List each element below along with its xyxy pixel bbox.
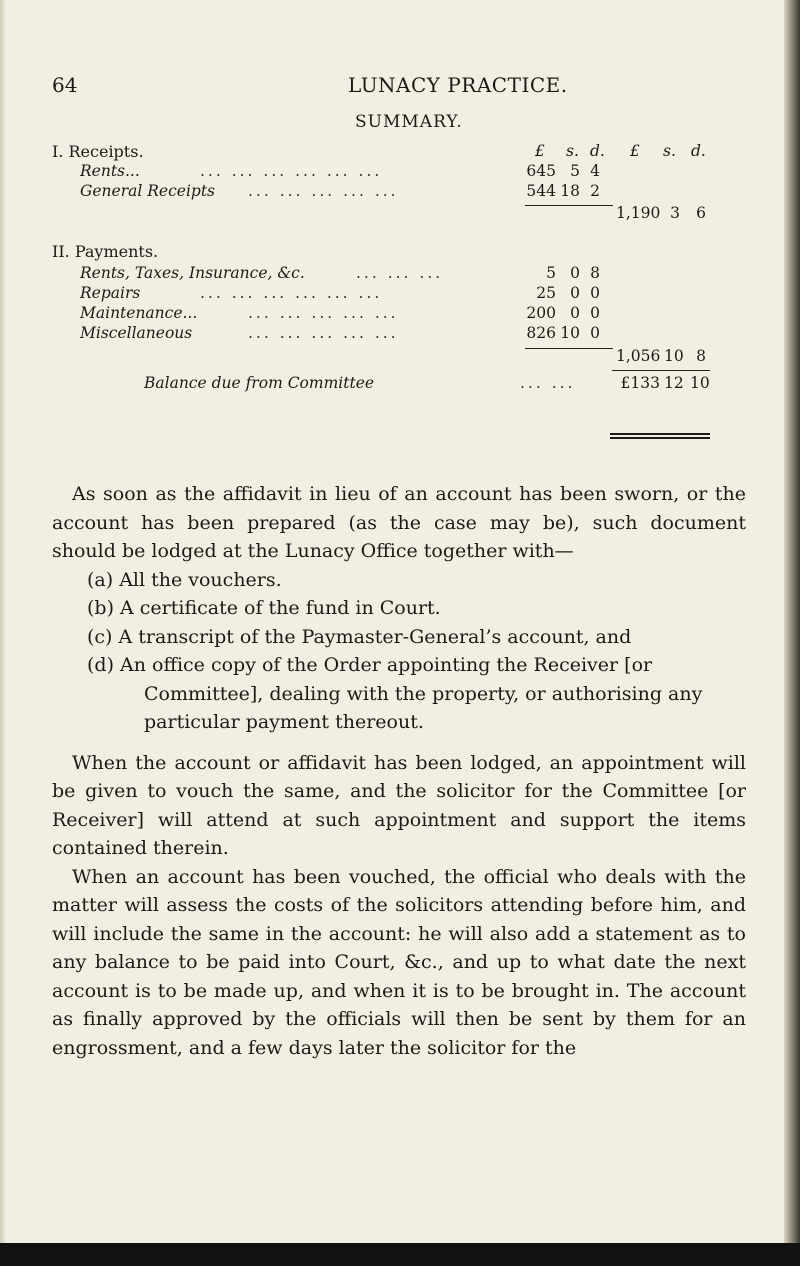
list-item: (b) A certificate of the fund in Court. xyxy=(87,597,441,619)
paragraph: When the account or affidavit has been lodged, an appointment will be given to vouch the same, and the solicitor for the Committee [or Receiver] will attend at such appointment and support the items contained therein. xyxy=(52,751,746,859)
balance-pounds: £133 xyxy=(620,374,660,392)
payments-heading: II. Payments. xyxy=(52,242,159,261)
amount-pence: 0 xyxy=(590,304,600,322)
col-header-pence: d. xyxy=(590,142,605,160)
double-rule xyxy=(610,437,710,439)
table-row xyxy=(0,324,800,346)
amount-shillings: 0 xyxy=(570,264,580,282)
receipts-heading: I. Receipts. xyxy=(52,142,144,161)
balance-row xyxy=(0,374,800,396)
leader-dots: ... ... ... ... ... xyxy=(248,324,399,342)
total-pence: 6 xyxy=(696,204,706,222)
double-rule xyxy=(610,433,710,435)
leader-dots: ... ... ... xyxy=(356,264,444,282)
leader-dots: ... ... ... ... ... xyxy=(248,304,399,322)
amount-pounds: 544 xyxy=(526,182,556,200)
leader-dots: ... ... ... ... ... ... xyxy=(200,162,383,180)
amount-shillings: 10 xyxy=(560,324,580,342)
page-number: 64 xyxy=(52,73,78,97)
running-title: LUNACY PRACTICE. xyxy=(348,73,568,97)
amount-pence: 0 xyxy=(590,324,600,342)
item-label: General Receipts xyxy=(80,182,216,200)
list-item: (c) A transcript of the Paymaster-General’s account, and xyxy=(87,625,632,648)
total-shillings: 10 xyxy=(664,347,684,365)
payments-total-row xyxy=(0,347,800,369)
list-item: (d) An office copy of the Order appointing the Receiver [or Committee], dealing with the property, or authorising any particular payment thereout. xyxy=(87,654,703,733)
total-pounds: 1,056 xyxy=(616,347,661,365)
page-bottom-edge xyxy=(0,1243,800,1266)
leader-dots: ... ... ... ... ... ... xyxy=(200,284,383,302)
amount-pounds: 5 xyxy=(546,264,556,282)
paragraph: As soon as the affidavit in lieu of an account has been sworn, or the account has been prepared (as the case may be), such document should be lodged at the Lunacy Office together with— xyxy=(52,483,746,562)
amount-pounds: 645 xyxy=(526,162,556,180)
page-header xyxy=(0,73,800,103)
amount-pence: 2 xyxy=(590,182,600,200)
amount-pence: 4 xyxy=(590,162,600,180)
paragraph: When an account has been vouched, the official who deals with the matter will assess the costs of the solicitors attending before him, and will include the same in the account: he will also add a statement as to any balance to be paid into Court, &c., and up to what date the next account is to be made up, and when it is to be brought in. The account as finally approved by the officials will then be sent by them for an engrossment, and a few days later the solicitor for the xyxy=(52,865,746,1059)
summary-table xyxy=(0,112,800,402)
amount-pence: 0 xyxy=(590,284,600,302)
amount-shillings: 18 xyxy=(560,182,580,200)
col-header-total-pounds: £ xyxy=(630,142,640,160)
amount-pounds: 200 xyxy=(526,304,556,322)
item-label: Miscellaneous xyxy=(80,324,193,342)
amount-pounds: 826 xyxy=(526,324,556,342)
amount-pence: 8 xyxy=(590,264,600,282)
balance-shillings: 12 xyxy=(664,374,684,392)
table-row xyxy=(0,284,800,306)
item-label: Repairs xyxy=(80,284,141,302)
receipts-total-row xyxy=(0,204,800,226)
amount-shillings: 0 xyxy=(570,304,580,322)
amount-pounds: 25 xyxy=(536,284,556,302)
receipts-heading-row xyxy=(0,142,800,164)
body-text xyxy=(52,480,746,1062)
col-header-pounds: £ xyxy=(535,142,545,160)
table-row xyxy=(0,264,800,286)
amount-shillings: 0 xyxy=(570,284,580,302)
list-item: (a) All the vouchers. xyxy=(87,568,282,591)
col-header-shillings: s. xyxy=(566,142,579,160)
col-header-total-shillings: s. xyxy=(663,142,676,160)
item-label: Rents... xyxy=(80,162,140,180)
balance-rule xyxy=(612,370,710,371)
total-pence: 8 xyxy=(696,347,706,365)
document-list xyxy=(52,566,746,737)
summary-title: SUMMARY. xyxy=(355,112,463,132)
leader-dots: ... ... xyxy=(520,374,576,392)
amount-shillings: 5 xyxy=(570,162,580,180)
payments-heading-row xyxy=(0,242,800,264)
balance-pence: 10 xyxy=(690,374,710,392)
total-shillings: 3 xyxy=(670,204,680,222)
table-row xyxy=(0,162,800,184)
item-label: Rents, Taxes, Insurance, &c. xyxy=(80,264,305,282)
col-header-total-pence: d. xyxy=(691,142,706,160)
item-label: Maintenance... xyxy=(80,304,198,322)
table-row xyxy=(0,182,800,204)
total-pounds: 1,190 xyxy=(616,204,661,222)
balance-label: Balance due from Committee xyxy=(144,374,375,392)
table-row xyxy=(0,304,800,326)
leader-dots: ... ... ... ... ... xyxy=(248,182,399,200)
